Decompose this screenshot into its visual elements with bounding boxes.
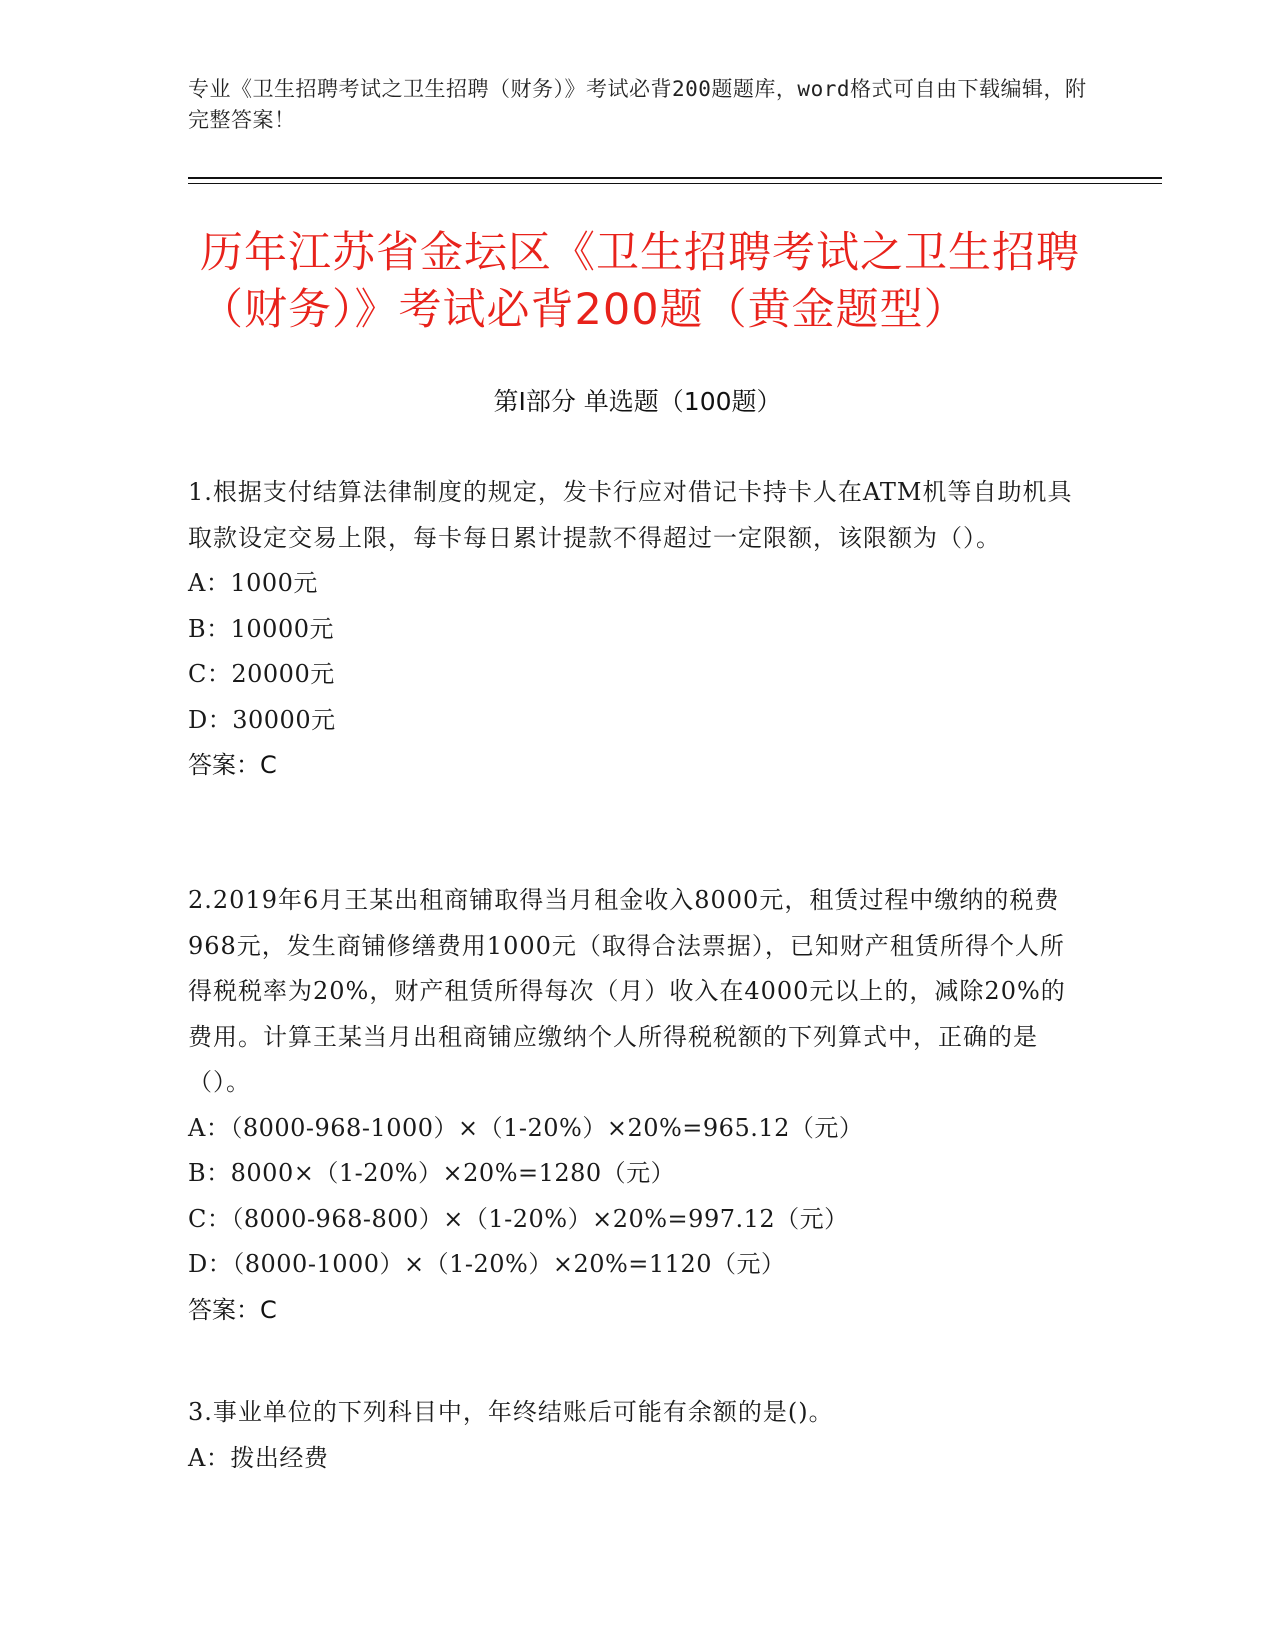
- option-b: B：8000×（1-20%）×20%=1280（元）: [188, 1159, 676, 1187]
- document-title: 历年江苏省金坛区《卫生招聘考试之卫生招聘（财务）》考试必背200题（黄金题型）: [200, 228, 1080, 335]
- question-1: [188, 470, 1088, 789]
- header-divider-thick: [188, 177, 1162, 179]
- question-2: [188, 878, 1088, 1333]
- header-note: 专业《卫生招聘考试之卫生招聘（财务）》考试必背200题题库，word格式可自由下载编辑，附完整答案！: [188, 77, 1087, 132]
- question-stem: 3.事业单位的下列科目中，年终结账后可能有余额的是()。: [188, 1398, 834, 1426]
- question-stem: 1.根据支付结算法律制度的规定，发卡行应对借记卡持卡人在ATM机等自助机具取款设定交易上限，每卡每日累计提款不得超过一定限额，该限额为（）。: [188, 478, 1073, 552]
- option-c: C：（8000-968-800）×（1-20%）×20%=997.12（元）: [188, 1204, 849, 1233]
- question-stem: 2.2019年6月王某出租商铺取得当月租金收入8000元，租赁过程中缴纳的税费968元，发生商铺修缮费用1000元（取得合法票据），已知财产租赁所得个人所得税税率为20%，财产租赁所得每次（月）收入在4000元以上的，减除20%的费用。计算王某当月出租商铺应缴纳个人所得税税额的下列算式中，正确的是（）。: [188, 886, 1066, 1096]
- option-c: C：20000元: [188, 660, 335, 688]
- option-d: D：（8000-1000）×（1-20%）×20%=1120（元）: [188, 1250, 786, 1278]
- option-d: D：30000元: [188, 705, 336, 734]
- question-3: [188, 1390, 1088, 1481]
- option-b: B：10000元: [188, 614, 334, 643]
- option-a: A：拨出经费: [188, 1443, 329, 1472]
- option-a: A：1000元: [188, 569, 318, 597]
- option-a: A：（8000-968-1000）×（1-20%）×20%=965.12（元）: [188, 1113, 864, 1142]
- answer-line: 答案：C: [188, 751, 277, 779]
- answer-line: 答案：C: [188, 1295, 277, 1324]
- header-divider-thin: [188, 183, 1162, 184]
- section-heading: 第I部分 单选题（100题）: [493, 387, 782, 416]
